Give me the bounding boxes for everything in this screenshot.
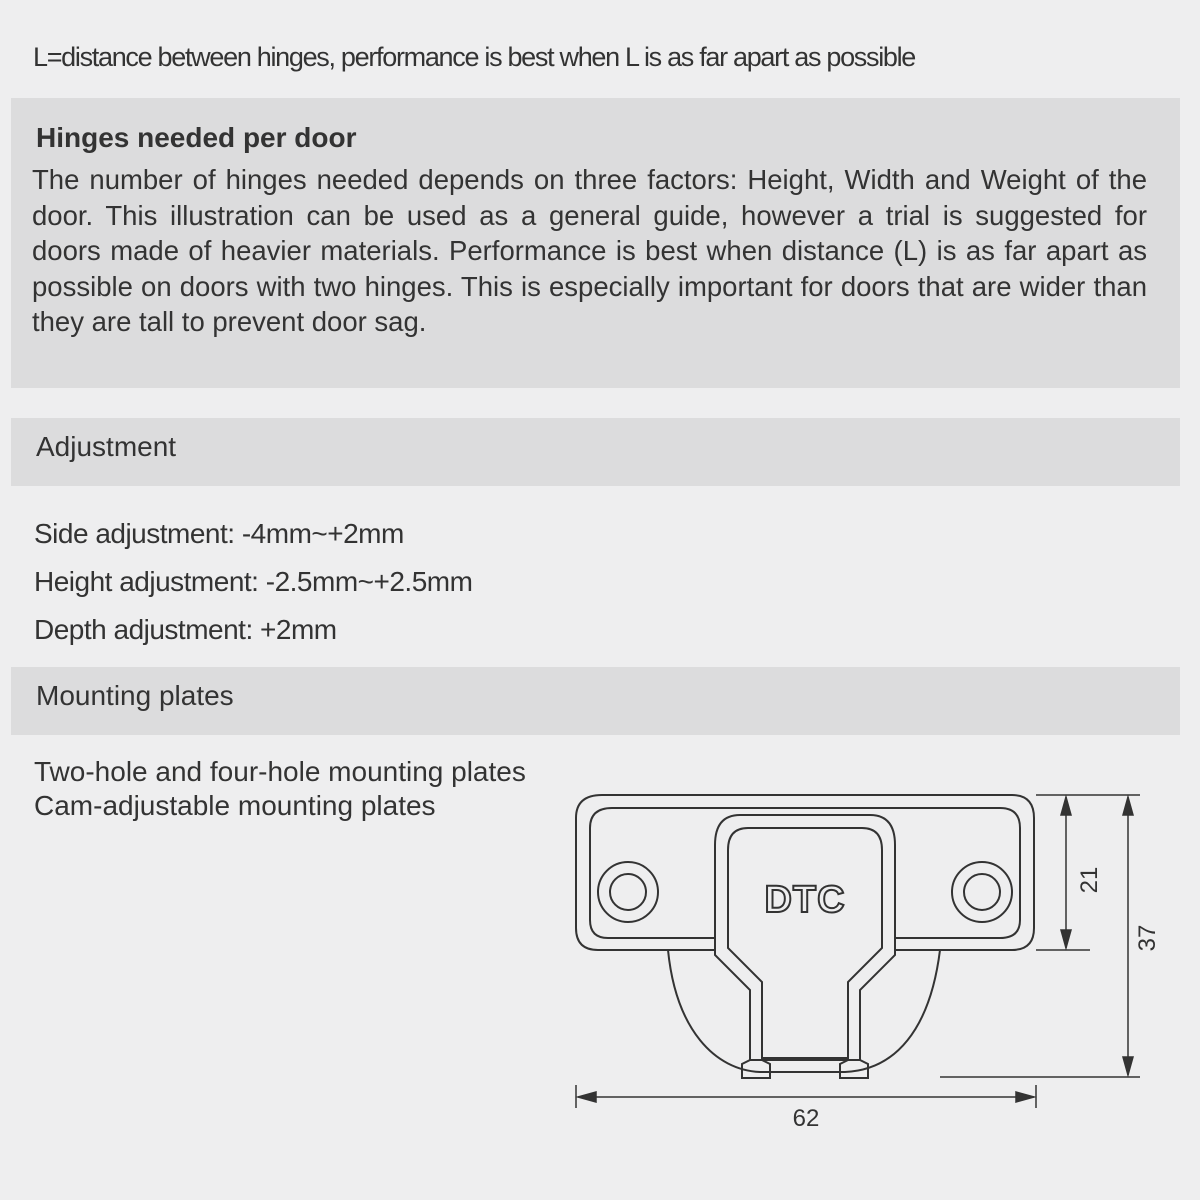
hinges-title: Hinges needed per door — [36, 122, 357, 153]
mounting-line-1: Two-hole and four-hole mounting plates — [34, 756, 526, 787]
dim-62-arrow-right — [1016, 1092, 1034, 1102]
screw-hole-left-inner — [610, 874, 646, 910]
dim-21-arrow-top — [1061, 797, 1071, 815]
dim-37-arrow-top — [1123, 797, 1133, 815]
mounting-title: Mounting plates — [36, 680, 234, 711]
dim-37-label: 37 — [1134, 924, 1161, 952]
center-boss-outer — [715, 815, 895, 1060]
screw-hole-left-outer — [598, 862, 658, 922]
height-adjustment: Height adjustment: -2.5mm~+2.5mm — [34, 566, 473, 597]
dim-21-label: 21 — [1076, 866, 1103, 894]
hinges-body: The number of hinges needed depends on three factors: Height, Width and Weight of the door. This illustration can be used as a general guide, however a trial is suggested for doors made of heavier materials. Performance is best when distance (L) is as far apart as possible on doors with two hinges. This is especially important for doors that are wider than they are tall to prevent door sag. — [32, 164, 1147, 337]
dim-37-arrow-bottom — [1123, 1057, 1133, 1075]
screw-hole-right-inner — [964, 874, 1000, 910]
dim-62-label: 62 — [792, 1105, 820, 1132]
mounting-line-2: Cam-adjustable mounting plates — [34, 790, 436, 821]
depth-adjustment: Depth adjustment: +2mm — [34, 614, 337, 645]
screw-hole-right-outer — [952, 862, 1012, 922]
dim-21-arrow-bottom — [1061, 930, 1071, 948]
dim-62-arrow-left — [578, 1092, 596, 1102]
distance-note: L=distance between hinges, performance is best when L is as far apart as possible — [33, 42, 916, 72]
side-adjustment: Side adjustment: -4mm~+2mm — [34, 518, 404, 549]
plate-logo: DTC — [764, 879, 846, 921]
adjustment-title: Adjustment — [36, 431, 177, 462]
